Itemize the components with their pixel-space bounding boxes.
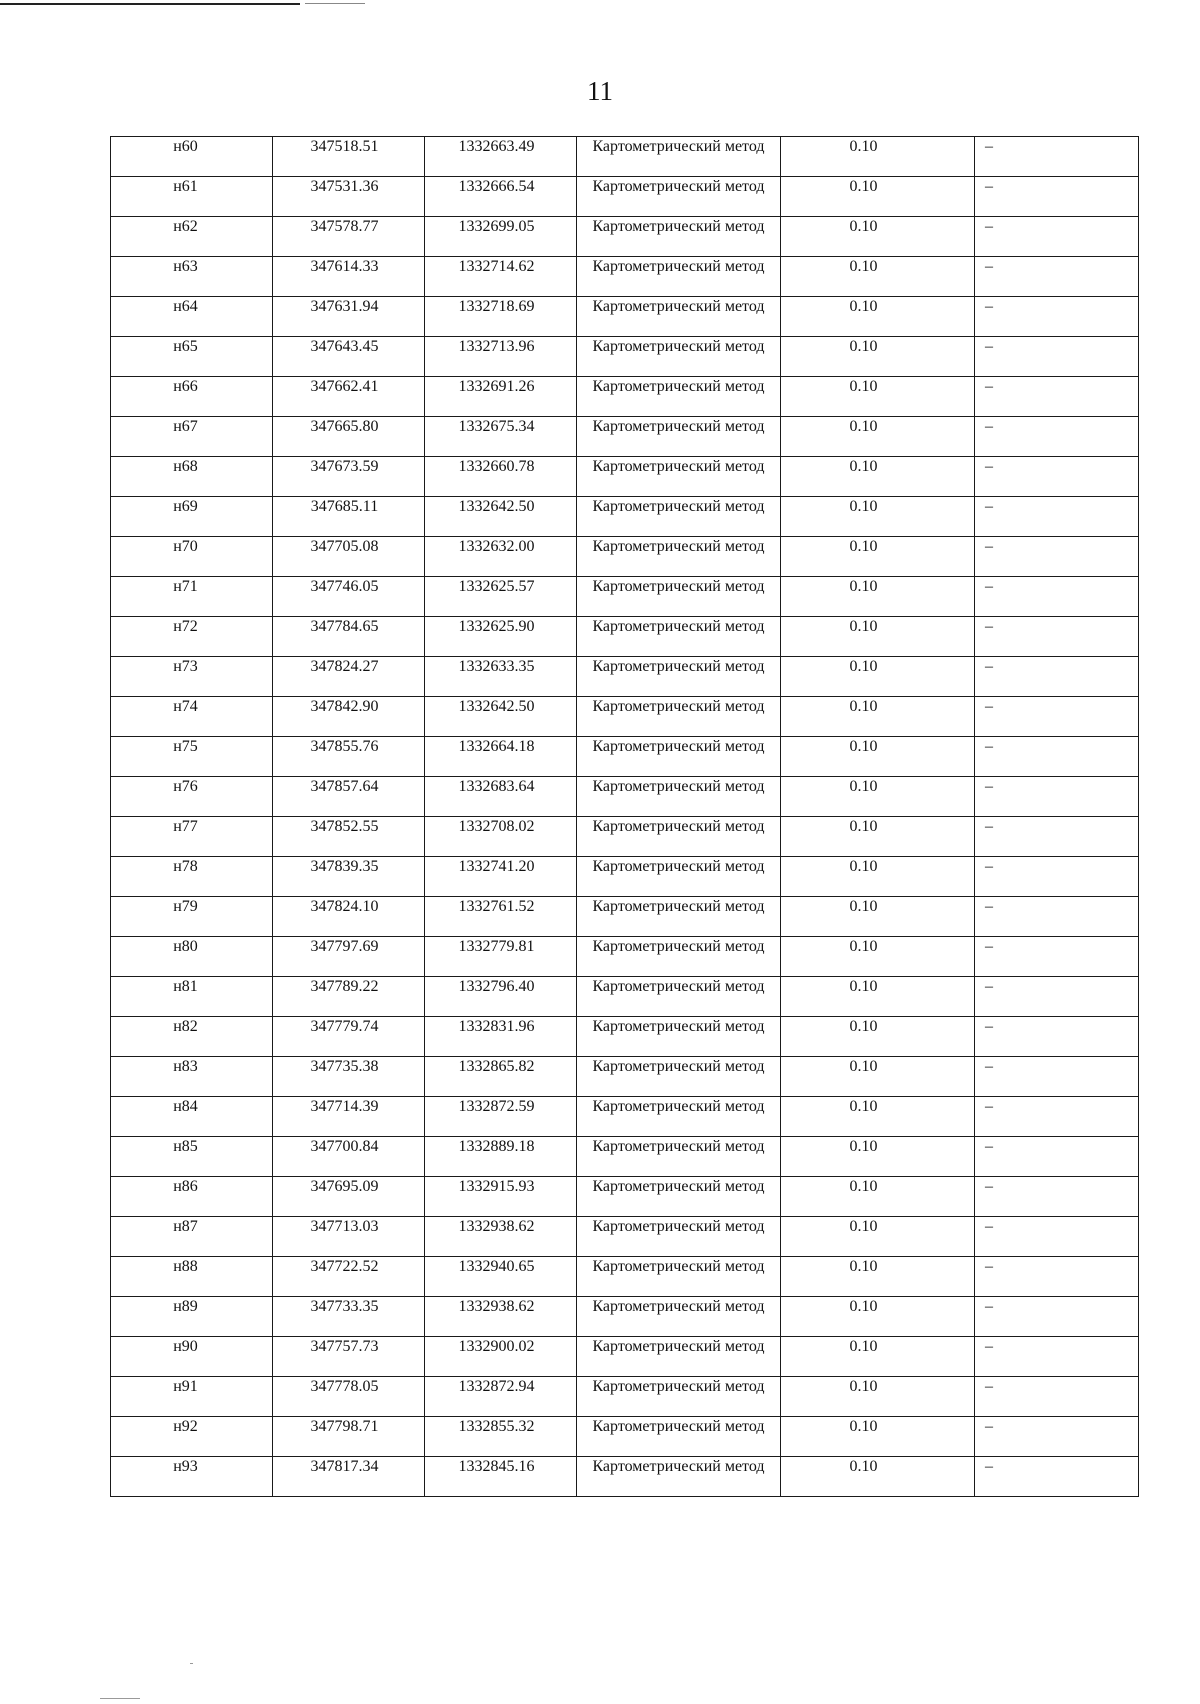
- x-coordinate-cell: 347714.39: [273, 1097, 425, 1137]
- method-cell: Картометрический метод: [577, 857, 781, 897]
- method-cell: Картометрический метод: [577, 417, 781, 457]
- point-name-cell: н90: [111, 1337, 273, 1377]
- table-row: [111, 257, 1139, 297]
- table-row: [111, 177, 1139, 217]
- table-row: [111, 1457, 1139, 1497]
- method-cell: Картометрический метод: [577, 177, 781, 217]
- point-name-cell: н85: [111, 1137, 273, 1177]
- x-coordinate-cell: 347839.35: [273, 857, 425, 897]
- table-row: [111, 377, 1139, 417]
- x-coordinate-cell: 347695.09: [273, 1177, 425, 1217]
- table-row: [111, 817, 1139, 857]
- x-coordinate-cell: 347722.52: [273, 1257, 425, 1297]
- accuracy-cell: 0.10: [781, 1177, 975, 1217]
- y-coordinate-cell: 1332872.94: [425, 1377, 577, 1417]
- y-coordinate-cell: 1332683.64: [425, 777, 577, 817]
- top-edge-rule-fragment: [305, 3, 365, 4]
- y-coordinate-cell: 1332831.96: [425, 1017, 577, 1057]
- y-coordinate-cell: 1332872.59: [425, 1097, 577, 1137]
- x-coordinate-cell: 347784.65: [273, 617, 425, 657]
- note-cell: –: [975, 817, 1139, 857]
- x-coordinate-cell: 347757.73: [273, 1337, 425, 1377]
- note-cell: –: [975, 737, 1139, 777]
- method-cell: Картометрический метод: [577, 1177, 781, 1217]
- point-name-cell: н79: [111, 897, 273, 937]
- accuracy-cell: 0.10: [781, 897, 975, 937]
- point-name-cell: н69: [111, 497, 273, 537]
- note-cell: –: [975, 777, 1139, 817]
- y-coordinate-cell: 1332699.05: [425, 217, 577, 257]
- note-cell: –: [975, 1257, 1139, 1297]
- note-cell: –: [975, 937, 1139, 977]
- point-name-cell: н74: [111, 697, 273, 737]
- accuracy-cell: 0.10: [781, 457, 975, 497]
- note-cell: –: [975, 977, 1139, 1017]
- x-coordinate-cell: 347614.33: [273, 257, 425, 297]
- table-row: [111, 577, 1139, 617]
- x-coordinate-cell: 347842.90: [273, 697, 425, 737]
- x-coordinate-cell: 347700.84: [273, 1137, 425, 1177]
- y-coordinate-cell: 1332915.93: [425, 1177, 577, 1217]
- point-name-cell: н62: [111, 217, 273, 257]
- accuracy-cell: 0.10: [781, 297, 975, 337]
- scan-mark: [190, 1663, 193, 1664]
- point-name-cell: н70: [111, 537, 273, 577]
- point-name-cell: н72: [111, 617, 273, 657]
- point-name-cell: н65: [111, 337, 273, 377]
- x-coordinate-cell: 347665.80: [273, 417, 425, 457]
- table-row: [111, 1257, 1139, 1297]
- point-name-cell: н92: [111, 1417, 273, 1457]
- x-coordinate-cell: 347631.94: [273, 297, 425, 337]
- method-cell: Картометрический метод: [577, 617, 781, 657]
- x-coordinate-cell: 347852.55: [273, 817, 425, 857]
- point-name-cell: н76: [111, 777, 273, 817]
- accuracy-cell: 0.10: [781, 377, 975, 417]
- method-cell: Картометрический метод: [577, 1457, 781, 1497]
- y-coordinate-cell: 1332664.18: [425, 737, 577, 777]
- x-coordinate-cell: 347857.64: [273, 777, 425, 817]
- y-coordinate-cell: 1332900.02: [425, 1337, 577, 1377]
- method-cell: Картометрический метод: [577, 1137, 781, 1177]
- y-coordinate-cell: 1332718.69: [425, 297, 577, 337]
- accuracy-cell: 0.10: [781, 577, 975, 617]
- table-row: [111, 137, 1139, 177]
- point-name-cell: н63: [111, 257, 273, 297]
- x-coordinate-cell: 347824.10: [273, 897, 425, 937]
- y-coordinate-cell: 1332741.20: [425, 857, 577, 897]
- x-coordinate-cell: 347518.51: [273, 137, 425, 177]
- y-coordinate-cell: 1332625.57: [425, 577, 577, 617]
- coordinates-table: [110, 136, 1139, 1497]
- point-name-cell: н87: [111, 1217, 273, 1257]
- accuracy-cell: 0.10: [781, 1257, 975, 1297]
- table-row: [111, 1417, 1139, 1457]
- method-cell: Картометрический метод: [577, 737, 781, 777]
- x-coordinate-cell: 347705.08: [273, 537, 425, 577]
- accuracy-cell: 0.10: [781, 937, 975, 977]
- note-cell: –: [975, 297, 1139, 337]
- y-coordinate-cell: 1332708.02: [425, 817, 577, 857]
- x-coordinate-cell: 347817.34: [273, 1457, 425, 1497]
- note-cell: –: [975, 497, 1139, 537]
- method-cell: Картометрический метод: [577, 817, 781, 857]
- x-coordinate-cell: 347778.05: [273, 1377, 425, 1417]
- accuracy-cell: 0.10: [781, 697, 975, 737]
- method-cell: Картометрический метод: [577, 537, 781, 577]
- accuracy-cell: 0.10: [781, 617, 975, 657]
- method-cell: Картометрический метод: [577, 897, 781, 937]
- point-name-cell: н81: [111, 977, 273, 1017]
- point-name-cell: н73: [111, 657, 273, 697]
- method-cell: Картометрический метод: [577, 297, 781, 337]
- table-row: [111, 1217, 1139, 1257]
- page-number: 11: [587, 76, 613, 106]
- x-coordinate-cell: 347685.11: [273, 497, 425, 537]
- note-cell: –: [975, 1177, 1139, 1217]
- accuracy-cell: 0.10: [781, 1457, 975, 1497]
- point-name-cell: н66: [111, 377, 273, 417]
- table-row: [111, 1377, 1139, 1417]
- note-cell: –: [975, 217, 1139, 257]
- note-cell: –: [975, 897, 1139, 937]
- x-coordinate-cell: 347673.59: [273, 457, 425, 497]
- x-coordinate-cell: 347733.35: [273, 1297, 425, 1337]
- method-cell: Картометрический метод: [577, 1017, 781, 1057]
- y-coordinate-cell: 1332663.49: [425, 137, 577, 177]
- point-name-cell: н77: [111, 817, 273, 857]
- note-cell: –: [975, 1377, 1139, 1417]
- point-name-cell: н75: [111, 737, 273, 777]
- accuracy-cell: 0.10: [781, 817, 975, 857]
- method-cell: Картометрический метод: [577, 1057, 781, 1097]
- method-cell: Картометрический метод: [577, 697, 781, 737]
- y-coordinate-cell: 1332633.35: [425, 657, 577, 697]
- y-coordinate-cell: 1332642.50: [425, 497, 577, 537]
- x-coordinate-cell: 347713.03: [273, 1217, 425, 1257]
- method-cell: Картометрический метод: [577, 1097, 781, 1137]
- note-cell: –: [975, 1217, 1139, 1257]
- accuracy-cell: 0.10: [781, 857, 975, 897]
- method-cell: Картометрический метод: [577, 1297, 781, 1337]
- point-name-cell: н78: [111, 857, 273, 897]
- accuracy-cell: 0.10: [781, 177, 975, 217]
- method-cell: Картометрический метод: [577, 657, 781, 697]
- table-row: [111, 297, 1139, 337]
- point-name-cell: н67: [111, 417, 273, 457]
- method-cell: Картометрический метод: [577, 1377, 781, 1417]
- table-row: [111, 1097, 1139, 1137]
- note-cell: –: [975, 337, 1139, 377]
- method-cell: Картометрический метод: [577, 1217, 781, 1257]
- y-coordinate-cell: 1332714.62: [425, 257, 577, 297]
- x-coordinate-cell: 347789.22: [273, 977, 425, 1017]
- x-coordinate-cell: 347578.77: [273, 217, 425, 257]
- table-row: [111, 1337, 1139, 1377]
- accuracy-cell: 0.10: [781, 337, 975, 377]
- method-cell: Картометрический метод: [577, 457, 781, 497]
- table-row: [111, 1137, 1139, 1177]
- note-cell: –: [975, 137, 1139, 177]
- y-coordinate-cell: 1332938.62: [425, 1297, 577, 1337]
- note-cell: –: [975, 697, 1139, 737]
- method-cell: Картометрический метод: [577, 337, 781, 377]
- x-coordinate-cell: 347531.36: [273, 177, 425, 217]
- table-row: [111, 897, 1139, 937]
- point-name-cell: н71: [111, 577, 273, 617]
- accuracy-cell: 0.10: [781, 657, 975, 697]
- y-coordinate-cell: 1332642.50: [425, 697, 577, 737]
- method-cell: Картометрический метод: [577, 217, 781, 257]
- note-cell: –: [975, 657, 1139, 697]
- point-name-cell: н89: [111, 1297, 273, 1337]
- table-row: [111, 697, 1139, 737]
- table-row: [111, 777, 1139, 817]
- accuracy-cell: 0.10: [781, 777, 975, 817]
- x-coordinate-cell: 347824.27: [273, 657, 425, 697]
- top-edge-rule: [0, 3, 300, 5]
- table-row: [111, 457, 1139, 497]
- table-row: [111, 977, 1139, 1017]
- y-coordinate-cell: 1332761.52: [425, 897, 577, 937]
- accuracy-cell: 0.10: [781, 497, 975, 537]
- note-cell: –: [975, 177, 1139, 217]
- note-cell: –: [975, 1417, 1139, 1457]
- method-cell: Картометрический метод: [577, 497, 781, 537]
- accuracy-cell: 0.10: [781, 217, 975, 257]
- method-cell: Картометрический метод: [577, 1337, 781, 1377]
- table-row: [111, 537, 1139, 577]
- x-coordinate-cell: 347662.41: [273, 377, 425, 417]
- table-row: [111, 497, 1139, 537]
- accuracy-cell: 0.10: [781, 1097, 975, 1137]
- coordinates-table-body: [111, 137, 1139, 1497]
- table-row: [111, 737, 1139, 777]
- y-coordinate-cell: 1332713.96: [425, 337, 577, 377]
- point-name-cell: н80: [111, 937, 273, 977]
- point-name-cell: н82: [111, 1017, 273, 1057]
- method-cell: Картометрический метод: [577, 577, 781, 617]
- accuracy-cell: 0.10: [781, 977, 975, 1017]
- x-coordinate-cell: 347797.69: [273, 937, 425, 977]
- y-coordinate-cell: 1332779.81: [425, 937, 577, 977]
- accuracy-cell: 0.10: [781, 1057, 975, 1097]
- table-row: [111, 337, 1139, 377]
- note-cell: –: [975, 257, 1139, 297]
- accuracy-cell: 0.10: [781, 1137, 975, 1177]
- table-row: [111, 417, 1139, 457]
- accuracy-cell: 0.10: [781, 417, 975, 457]
- note-cell: –: [975, 457, 1139, 497]
- method-cell: Картометрический метод: [577, 257, 781, 297]
- y-coordinate-cell: 1332845.16: [425, 1457, 577, 1497]
- y-coordinate-cell: 1332889.18: [425, 1137, 577, 1177]
- point-name-cell: н83: [111, 1057, 273, 1097]
- table-row: [111, 937, 1139, 977]
- accuracy-cell: 0.10: [781, 1337, 975, 1377]
- point-name-cell: н93: [111, 1457, 273, 1497]
- note-cell: –: [975, 1457, 1139, 1497]
- accuracy-cell: 0.10: [781, 1017, 975, 1057]
- x-coordinate-cell: 347735.38: [273, 1057, 425, 1097]
- note-cell: –: [975, 417, 1139, 457]
- accuracy-cell: 0.10: [781, 1417, 975, 1457]
- method-cell: Картометрический метод: [577, 1257, 781, 1297]
- y-coordinate-cell: 1332855.32: [425, 1417, 577, 1457]
- y-coordinate-cell: 1332796.40: [425, 977, 577, 1017]
- x-coordinate-cell: 347746.05: [273, 577, 425, 617]
- table-row: [111, 1017, 1139, 1057]
- method-cell: Картометрический метод: [577, 777, 781, 817]
- note-cell: –: [975, 577, 1139, 617]
- accuracy-cell: 0.10: [781, 1217, 975, 1257]
- note-cell: –: [975, 1297, 1139, 1337]
- table-row: [111, 657, 1139, 697]
- note-cell: –: [975, 1097, 1139, 1137]
- table-row: [111, 1297, 1139, 1337]
- point-name-cell: н61: [111, 177, 273, 217]
- x-coordinate-cell: 347643.45: [273, 337, 425, 377]
- x-coordinate-cell: 347779.74: [273, 1017, 425, 1057]
- point-name-cell: н84: [111, 1097, 273, 1137]
- note-cell: –: [975, 1017, 1139, 1057]
- point-name-cell: н64: [111, 297, 273, 337]
- y-coordinate-cell: 1332938.62: [425, 1217, 577, 1257]
- accuracy-cell: 0.10: [781, 737, 975, 777]
- point-name-cell: н88: [111, 1257, 273, 1297]
- table-row: [111, 217, 1139, 257]
- scan-mark: [100, 1698, 140, 1699]
- point-name-cell: н86: [111, 1177, 273, 1217]
- y-coordinate-cell: 1332675.34: [425, 417, 577, 457]
- y-coordinate-cell: 1332666.54: [425, 177, 577, 217]
- method-cell: Картометрический метод: [577, 1417, 781, 1457]
- y-coordinate-cell: 1332940.65: [425, 1257, 577, 1297]
- table-row: [111, 857, 1139, 897]
- x-coordinate-cell: 347798.71: [273, 1417, 425, 1457]
- note-cell: –: [975, 537, 1139, 577]
- method-cell: Картометрический метод: [577, 977, 781, 1017]
- y-coordinate-cell: 1332632.00: [425, 537, 577, 577]
- method-cell: Картометрический метод: [577, 937, 781, 977]
- table-row: [111, 1177, 1139, 1217]
- method-cell: Картометрический метод: [577, 137, 781, 177]
- accuracy-cell: 0.10: [781, 257, 975, 297]
- note-cell: –: [975, 617, 1139, 657]
- accuracy-cell: 0.10: [781, 1297, 975, 1337]
- table-row: [111, 1057, 1139, 1097]
- point-name-cell: н60: [111, 137, 273, 177]
- method-cell: Картометрический метод: [577, 377, 781, 417]
- x-coordinate-cell: 347855.76: [273, 737, 425, 777]
- accuracy-cell: 0.10: [781, 137, 975, 177]
- y-coordinate-cell: 1332691.26: [425, 377, 577, 417]
- note-cell: –: [975, 1137, 1139, 1177]
- y-coordinate-cell: 1332660.78: [425, 457, 577, 497]
- point-name-cell: н91: [111, 1377, 273, 1417]
- note-cell: –: [975, 857, 1139, 897]
- accuracy-cell: 0.10: [781, 537, 975, 577]
- note-cell: –: [975, 377, 1139, 417]
- note-cell: –: [975, 1057, 1139, 1097]
- y-coordinate-cell: 1332625.90: [425, 617, 577, 657]
- table-row: [111, 617, 1139, 657]
- point-name-cell: н68: [111, 457, 273, 497]
- accuracy-cell: 0.10: [781, 1377, 975, 1417]
- note-cell: –: [975, 1337, 1139, 1377]
- y-coordinate-cell: 1332865.82: [425, 1057, 577, 1097]
